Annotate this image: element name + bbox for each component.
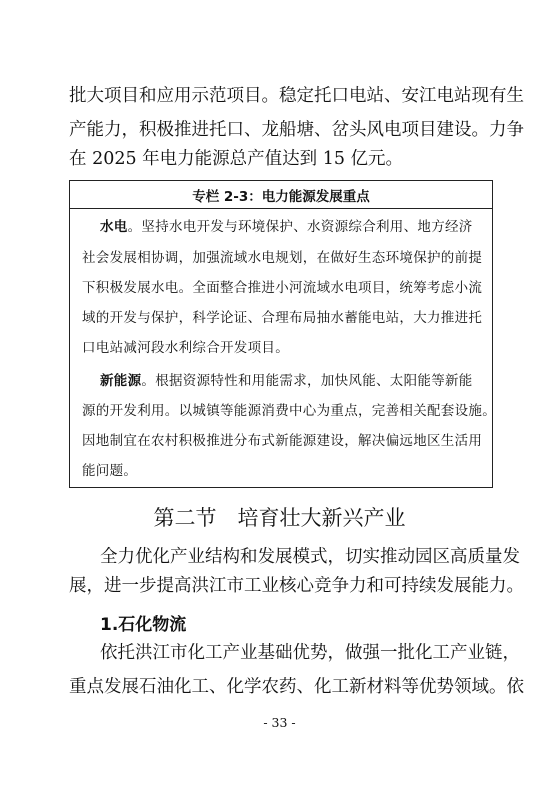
- box-line: 社会发展相协调，加强流域水电规划，在做好生态环境保护的前提: [82, 250, 483, 266]
- paragraph-line: 在 2025 年电力能源总产值达到 15 亿元。: [69, 149, 404, 169]
- paragraph-line: 产能力，积极推进托口、龙船塘、岔头风电项目建设。力争: [69, 120, 524, 140]
- sidebar-box: [69, 180, 496, 488]
- paragraph-line: 重点发展石油化工、化学农药、化工新材料等优势领域。依: [69, 677, 524, 697]
- hydro-text: 。坚持水电开发与环境保护、水资源综合利用、地方经济: [127, 219, 473, 235]
- box-line: 域的开发与保护，科学论证、合理布局抽水蓄能电站，大力推进托: [82, 310, 483, 326]
- paragraph-line: 展，进一步提高洪江市工业核心竞争力和可持续发展能力。: [69, 576, 524, 596]
- newenergy-text: 。根据资源特性和用能需求，加快风能、太阳能等新能: [141, 373, 473, 389]
- paragraph-line: 依托洪江市化工产业基础优势，做强一批化工产业链，: [100, 643, 520, 663]
- section-heading: 第二节 培育壮大新兴产业: [153, 506, 406, 530]
- paragraph-line: 全力优化产业结构和发展模式，切实推动园区高质量发: [100, 547, 520, 567]
- hydro-label: 水电: [100, 219, 128, 235]
- box-line: 源的开发利用。以城镇等能源消费中心为重点，完善相关配套设施。: [82, 403, 496, 419]
- box-title: 专栏 2-3：电力能源发展重点: [70, 181, 492, 209]
- newenergy-label: 新能源: [100, 373, 142, 389]
- box-line: 下积极发展水电。全面整合推进小河流域水电项目，统筹考虑小流: [82, 280, 483, 296]
- subheading: 1.石化物流: [100, 615, 187, 635]
- box-line: [100, 221, 482, 235]
- page-number: - 33 -: [263, 715, 296, 730]
- box-line: [100, 375, 482, 389]
- box-line: 因地制宜在农村积极推进分布式新能源建设，解决偏远地区生活用: [82, 433, 483, 449]
- box-line: 能问题。: [82, 463, 138, 479]
- box-line: 口电站减河段水利综合开发项目。: [82, 340, 289, 356]
- paragraph-line: 批大项目和应用示范项目。稳定托口电站、安江电站现有生: [69, 86, 524, 106]
